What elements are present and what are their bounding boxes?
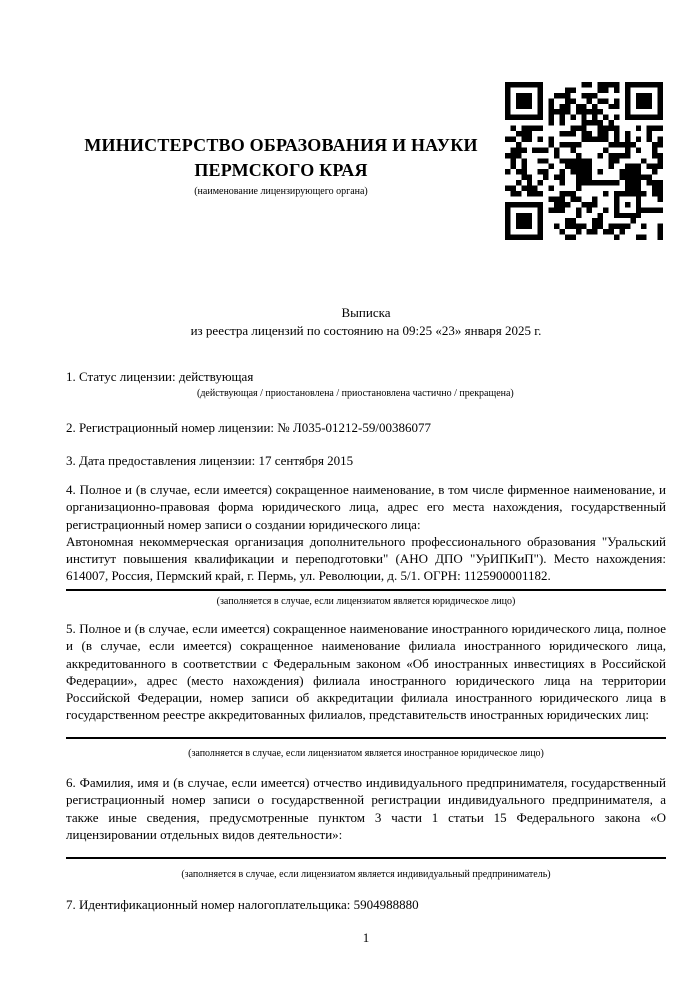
legal-entity-item — [66, 481, 666, 585]
legal-entity-label: 4. Полное и (в случае, если имеется) сокращенное наименование, в том числе фирменное наименование, и организационно-правовая форма юридического лица, адрес его места нахождения, государственный регистрационный номер записи о создании юридического лица: — [66, 482, 666, 532]
qr-code-icon — [505, 82, 663, 240]
page-number: 1 — [362, 930, 370, 945]
registration-number-item: 2. Регистрационный номер лицензии: № Л035-01212-59/00386077 — [66, 420, 432, 435]
legal-entity-value: Автономная некоммерческая организация дополнительного профессионального образования "Уральский институт повышения квалификации и переподготовки" (АНО ДПО "УрИПКиП"). Место нахождения: 614007, Россия, Пермский край, г. Пермь, ул. Революции, д. 5/1. ОГРН: 1125900001182. — [66, 533, 666, 584]
taxpayer-number-item: 7. Идентификационный номер налогоплательщика: 5904988880 — [66, 897, 419, 912]
licensing-authority-header — [66, 133, 496, 198]
license-date-item: 3. Дата предоставления лицензии: 17 сентября 2015 — [66, 453, 354, 468]
legal-entity-caption: (заполняется в случае, если лицензиатом является юридическое лицо) — [216, 596, 516, 607]
extract-title-block — [66, 304, 666, 340]
ministry-name-line2: ПЕРМСКОГО КРАЯ — [194, 160, 368, 180]
foreign-entity-item: 5. Полное и (в случае, если имеется) сокращенное наименование иностранного юридического лица, полное и (в случае, если имеется) сокращенное наименование филиала иностранного юридического лица, аккредитованного в соответствии с Федеральным законом «Об иностранных инвестициях в Российской Федерации», адрес (место нахождения) филиала иностранного юридического лица на территории Российской Федерации, номер записи об аккредитации филиала иностранного юридического лица в государственном реестре аккредитованных филиалов, представительств иностранных юридических лиц: — [66, 621, 666, 723]
ministry-caption: (наименование лицензирующего органа) — [194, 186, 368, 197]
foreign-entity-caption: (заполняется в случае, если лицензиатом является иностранное юридическое лицо) — [188, 748, 544, 759]
ministry-name-line1: МИНИСТЕРСТВО ОБРАЗОВАНИЯ И НАУКИ — [84, 135, 478, 155]
qr-code-container — [505, 82, 663, 240]
license-status-options-caption: (действующая / приостановлена / приостановлена частично / прекращена) — [197, 388, 514, 399]
entrepreneur-item: 6. Фамилия, имя и (в случае, если имеется) отчество индивидуального предпринимателя, государственный регистрационный номер записи о государственной регистрации индивидуального предпринимателя, а также иные сведения, предусмотренные пунктом 3 части 1 статьи 15 Федерального закона «О лицензировании отдельных видов деятельности»: — [66, 775, 666, 842]
foreign-entity-field-underline — [66, 737, 666, 739]
extract-subtitle: из реестра лицензий по состоянию на 09:25 «23» января 2025 г. — [190, 323, 542, 338]
entrepreneur-field-underline — [66, 857, 666, 859]
extract-title: Выписка — [341, 305, 391, 320]
entrepreneur-caption: (заполняется в случае, если лицензиатом является индивидуальный предприниматель) — [181, 869, 551, 880]
legal-entity-field-underline — [66, 589, 666, 591]
license-status-item: 1. Статус лицензии: действующая — [66, 369, 254, 384]
